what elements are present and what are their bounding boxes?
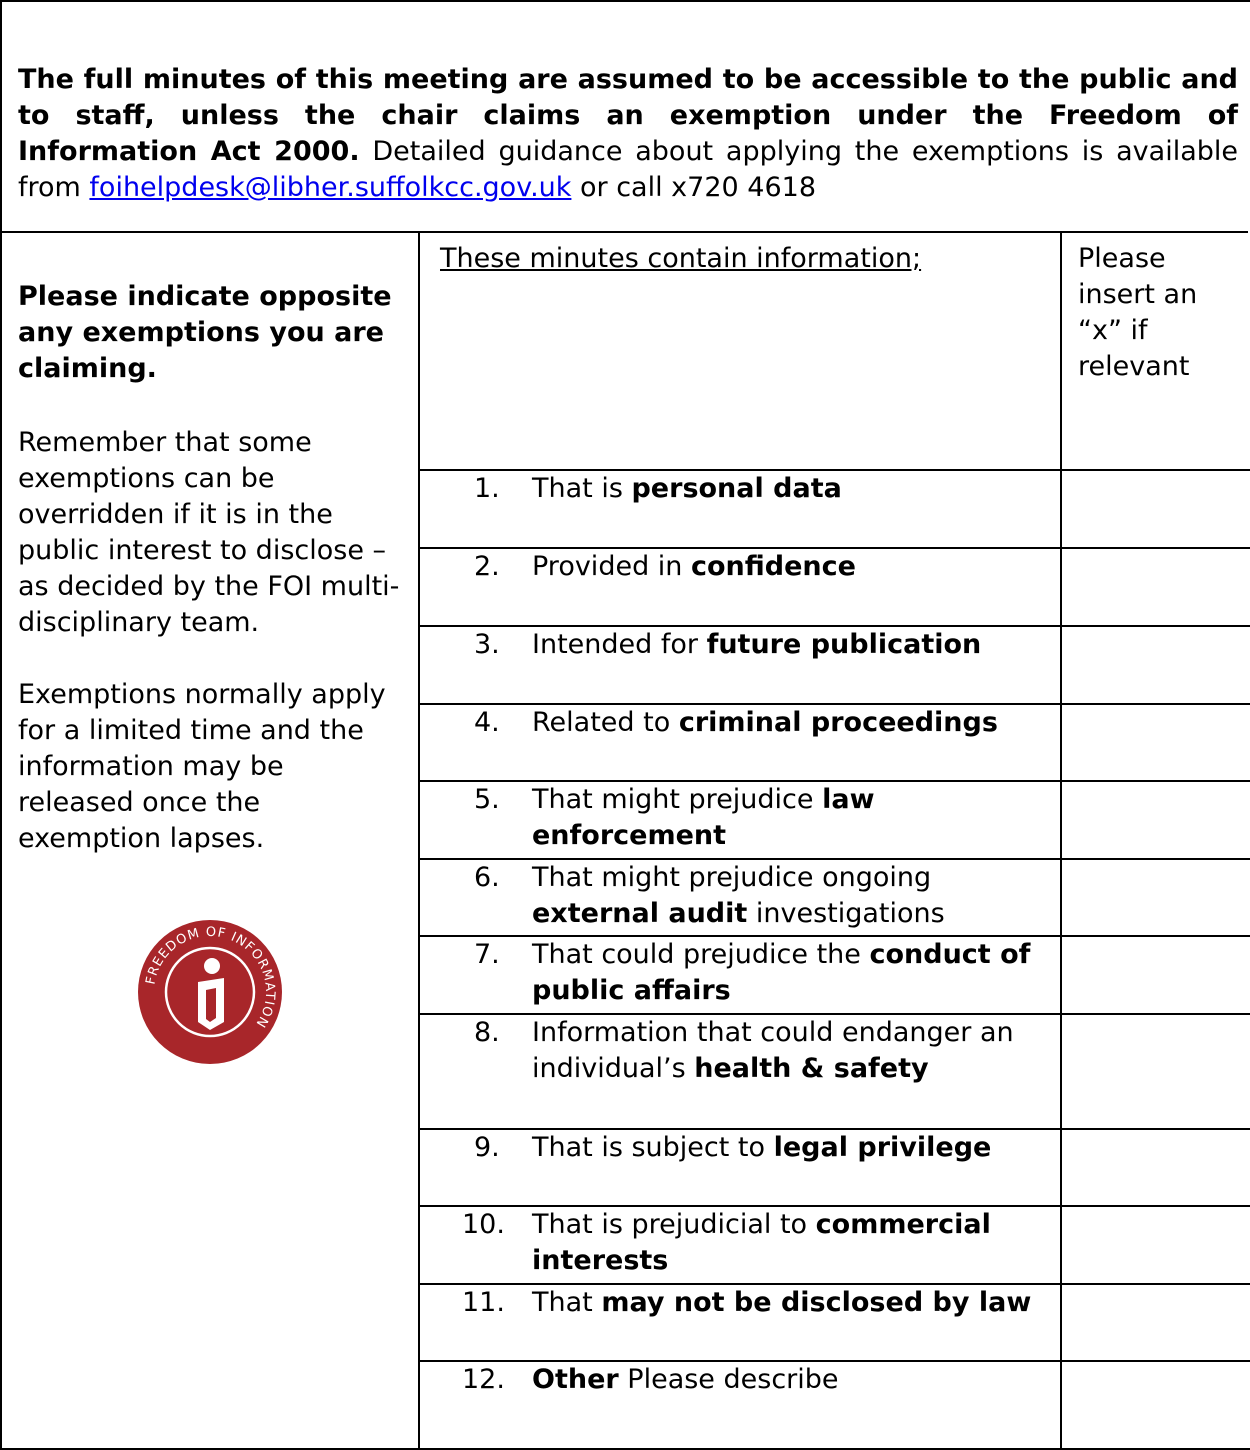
exemption-keyword: health & safety <box>694 1053 929 1084</box>
exemption-text-suffix: Please describe <box>618 1364 839 1395</box>
exemption-description-cell <box>420 705 1062 780</box>
exemption-keyword: conduct of public affairs <box>532 939 1031 1006</box>
exemption-text <box>532 627 1050 663</box>
exemption-description-cell <box>420 1015 1062 1128</box>
exemption-row <box>420 705 1250 782</box>
exemption-text <box>532 549 1050 585</box>
exemption-description-cell <box>420 627 1062 703</box>
exemption-description-cell <box>420 1130 1062 1205</box>
exemption-mark-cell[interactable] <box>1062 1207 1250 1283</box>
exemption-number: 6. <box>474 862 500 893</box>
exemption-text <box>532 471 1050 507</box>
exemption-text <box>532 1207 1050 1279</box>
exemption-keyword: future publication <box>706 629 982 660</box>
exemption-description-cell <box>420 471 1062 547</box>
exemption-text-plain: That is prejudicial to <box>532 1209 816 1240</box>
exemption-text-plain: Intended for <box>532 629 707 660</box>
exemption-row <box>420 860 1250 937</box>
exemption-text-plain: That might prejudice ongoing <box>532 862 932 893</box>
exemption-description-cell <box>420 1207 1062 1283</box>
exemption-mark-cell[interactable] <box>1062 1130 1250 1205</box>
exemption-row <box>420 1207 1250 1285</box>
exemption-keyword: Other <box>532 1364 619 1395</box>
exemption-number: 8. <box>474 1017 500 1048</box>
exemption-mark-cell[interactable] <box>1062 782 1250 858</box>
foi-helpdesk-email-link[interactable]: foihelpdesk@libher.suffolkcc.gov.uk <box>89 172 572 203</box>
exemption-text-plain: That is <box>532 473 632 504</box>
exemption-text <box>532 1130 1050 1166</box>
exemption-text <box>532 705 1050 741</box>
exemption-mark-cell[interactable] <box>1062 1015 1250 1128</box>
exemption-keyword: legal privilege <box>773 1132 992 1163</box>
exemption-text <box>532 782 1050 854</box>
exemption-text-plain: Information that could endanger an individual’s <box>532 1017 1014 1084</box>
exemption-number: 12. <box>462 1364 505 1395</box>
exemption-row <box>420 937 1250 1015</box>
exemption-text <box>532 860 1050 932</box>
intro-bold-statement: The full minutes of this meeting are assumed to be accessible to the public and to staff, unless the chair claims an exemption under the Freedom of Information Act 2000. <box>18 64 1238 167</box>
exemption-mark-cell[interactable] <box>1062 937 1250 1013</box>
intro-guidance-text: Detailed guidance about applying the exemptions is available from <box>18 136 1238 203</box>
exemption-keyword: law enforcement <box>532 784 875 851</box>
exemption-number: 1. <box>474 473 500 504</box>
exemption-text-plain: That could prejudice the <box>532 939 870 970</box>
exemption-description-cell <box>420 1285 1062 1360</box>
instructions-column <box>2 233 420 1448</box>
exemption-text <box>532 1285 1050 1321</box>
exemption-mark-cell[interactable] <box>1062 627 1250 703</box>
exemption-mark-cell[interactable] <box>1062 860 1250 935</box>
instructions-paragraph-public-interest: Remember that some exemptions can be overridden if it is in the public interest to disclose – as decided by the FOI multi-disciplinary team. <box>18 427 400 638</box>
exemption-number: 5. <box>474 784 500 815</box>
exemption-text-suffix: investigations <box>747 898 945 929</box>
exemption-keyword: may not be disclosed by law <box>601 1287 1032 1318</box>
exemption-description-cell <box>420 1362 1062 1448</box>
exemption-description-cell <box>420 549 1062 625</box>
exemption-text-plain: Provided in <box>532 551 691 582</box>
table-header-mark: Please insert an “x” if relevant <box>1062 233 1250 471</box>
exemption-description-cell <box>420 860 1062 935</box>
intro-section <box>2 2 1248 233</box>
exemption-text-plain: That is subject to <box>532 1132 774 1163</box>
table-header-information <box>420 233 1062 471</box>
exemption-description-cell <box>420 782 1062 858</box>
exemption-text-plain: Related to <box>532 707 679 738</box>
exemption-number: 7. <box>474 939 500 970</box>
intro-phone-text: or call x720 4618 <box>571 172 816 203</box>
exemption-keyword: personal data <box>631 473 842 504</box>
exemption-row <box>420 1130 1250 1207</box>
exemption-mark-cell[interactable] <box>1062 471 1250 547</box>
exemption-number: 2. <box>474 551 500 582</box>
instructions-paragraph-time-limit: Exemptions normally apply for a limited time and the information may be released once the exemption lapses. <box>18 679 386 854</box>
exemption-text <box>532 937 1050 1009</box>
exemption-text <box>532 1362 1050 1398</box>
exemption-keyword: external audit <box>532 898 748 929</box>
exemption-row <box>420 1015 1250 1130</box>
exemption-text <box>532 1015 1050 1087</box>
table-header-label: These minutes contain information; <box>440 243 922 274</box>
exemption-row <box>420 627 1250 705</box>
exemption-number: 4. <box>474 707 500 738</box>
exemption-keyword: commercial interests <box>532 1209 991 1276</box>
logo-circular-text: FREEDOM OF INFORMATION <box>143 924 278 1031</box>
exemption-mark-cell[interactable] <box>1062 705 1250 780</box>
exemption-mark-cell[interactable] <box>1062 1285 1250 1360</box>
instructions-heading: Please indicate opposite any exemptions you are claiming. <box>18 281 392 384</box>
exemption-keyword: criminal proceedings <box>678 707 998 738</box>
exemption-keyword: confidence <box>690 551 856 582</box>
exemption-description-cell <box>420 937 1062 1013</box>
exemption-number: 11. <box>462 1287 505 1318</box>
exemption-number: 10. <box>462 1209 505 1240</box>
exemption-row <box>420 471 1250 549</box>
exemption-text-plain: That might prejudice <box>532 784 823 815</box>
exemption-mark-cell[interactable] <box>1062 549 1250 625</box>
exemption-row <box>420 1285 1250 1362</box>
exemption-row <box>420 549 1250 627</box>
freedom-of-information-logo <box>136 918 284 1066</box>
exemption-number: 3. <box>474 629 500 660</box>
exemption-mark-cell[interactable] <box>1062 1362 1250 1448</box>
exemption-row <box>420 782 1250 860</box>
exemption-number: 9. <box>474 1132 500 1163</box>
exemption-text-plain: That <box>532 1287 602 1318</box>
exemption-row <box>420 1362 1250 1448</box>
